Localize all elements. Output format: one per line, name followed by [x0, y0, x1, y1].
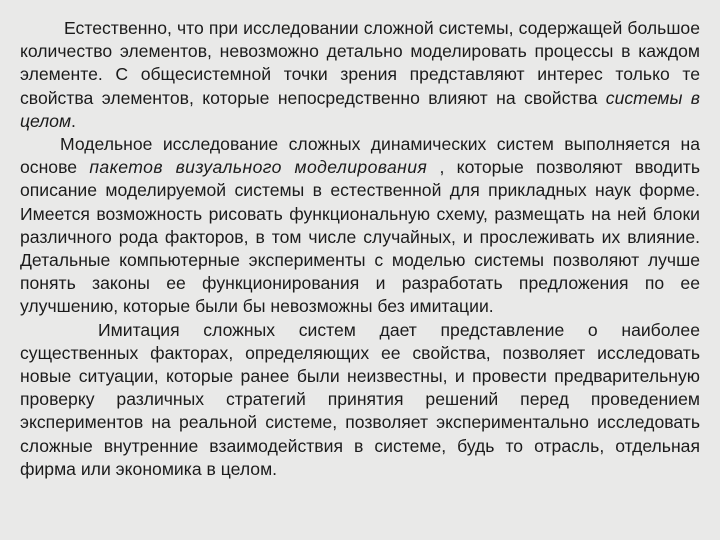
paragraph-2-emphasis: пакетов визуального моделирования [89, 157, 428, 178]
paragraph-1 [20, 17, 700, 133]
paragraph-1-emphasis: системы в целом [20, 87, 700, 131]
paragraph-3: Имитация сложных систем дает представление о наиболее существенных факторах, определяющих ее свойства, позволяет исследовать новые ситуации, которые ранее были неизвестны, и провести предварительную проверку различных стратегий принятия решений перед проведением экспериментов на реальной системе, позволяет экспериментально исследовать сложные внутренние взаимодействия в системе, будь то отрасль, отдельная фирма или экономика в целом. [20, 319, 700, 479]
paragraph-1-end: . [71, 110, 76, 131]
paragraph-2-end: , которые позволяют вводить описание моделируемой системы в естественной для прикладных наук форме. Имеется возможность рисовать функциональную схему, размещать на ней блоки различного рода факторов, в том числе случайных, и прослеживать их влияние. Детальные компьютерные эксперименты с моделью системы позволяют лучше понять законы ее функционирования и разработать предложения по ее улучшению, которые были бы невозможны без имитации. [20, 157, 701, 317]
paragraph-2-text: Модельное исследование сложных динамических систем выполняется на основе [20, 134, 700, 178]
document-page [20, 17, 700, 481]
paragraph-2 [20, 133, 700, 319]
paragraph-1-text: Естественно, что при исследовании сложной системы, содержащей большое количество элементов, невозможно детально моделировать процессы в каждом элементе. С общесистемной точки зрения представляют интерес только те свойства элементов, которые непосредственно влияют на свойства [20, 18, 700, 108]
